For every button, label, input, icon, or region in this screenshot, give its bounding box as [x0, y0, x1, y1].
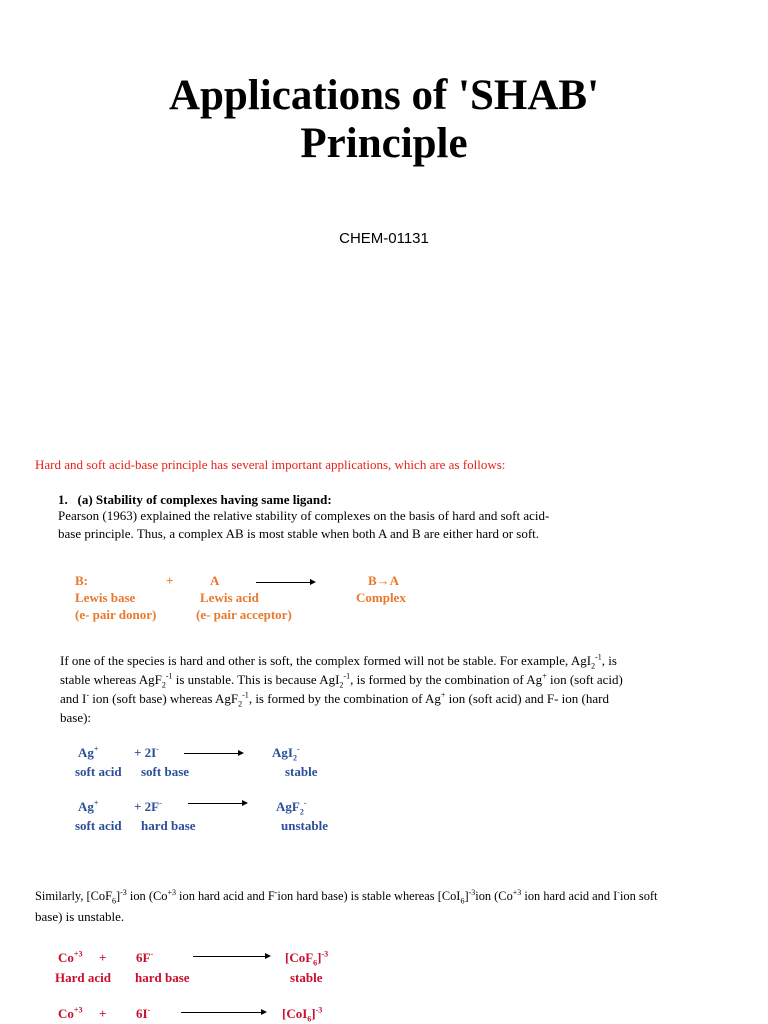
course-code: CHEM-01131	[339, 230, 429, 247]
section-para-line-2: base principle. Thus, a complex AB is most stable when both A and B are either hard or soft.	[58, 526, 540, 541]
para3-line-1: Similarly, $[CoF_6]^{-3}$ ion ($Co^{+3}$ ion hard acid and F-ion hard base) is stable whereas $[CoI_6]^{-3}ion$ ($Co^{+3}$ ion hard acid and I-ion soft	[35, 887, 658, 906]
co2-reactant-2: 6I-	[136, 1005, 151, 1021]
co1-label-1: Hard acid	[55, 970, 111, 985]
ag1-reactant-2: + 2I-	[134, 744, 159, 760]
co1-label-3: stable	[290, 970, 323, 985]
para2-line-2: stable whereas AgF$_2^{-1}$ is unstable. This is because AgI$_2^{-1}$, is formed by the combination of Ag+ ion (soft acid)	[60, 671, 623, 690]
lewis-product: B→A	[368, 573, 400, 588]
section-para-line-1: Pearson (1963) explained the relative stability of complexes on the basis of hard and soft acid-	[58, 508, 550, 523]
co2-arrow	[181, 1012, 265, 1013]
complex-label: Complex	[356, 590, 406, 605]
co2-reactant-1: $Co^{+3}$	[58, 1005, 83, 1021]
intro-text: Hard and soft acid-base principle has several important applications, which are as follows:	[35, 457, 506, 472]
lewis-acid-label: Lewis acid	[200, 590, 259, 605]
title-line-1: Applications of 'SHAB'	[168, 72, 600, 119]
ag1-label-3: stable	[285, 764, 318, 779]
para2-line-4: base):	[60, 710, 92, 725]
ag2-label-3: unstable	[281, 818, 328, 833]
ag2-label-1: soft acid	[75, 818, 122, 833]
ag2-reactant-2: + 2F-	[134, 798, 162, 814]
lewis-b: B:	[75, 573, 88, 588]
co1-reactant-1: $Co^{+3}$	[58, 949, 83, 965]
lewis-plus: +	[166, 573, 174, 588]
section-title: (a) Stability of complexes having same ligand:	[77, 492, 332, 507]
ag2-label-2: hard base	[141, 818, 196, 833]
co1-label-2: hard base	[135, 970, 190, 985]
ag1-reactant-1: Ag+	[78, 744, 99, 760]
para3-line-2: base) is unstable.	[35, 909, 125, 924]
ag1-product: AgI$_2$-	[272, 744, 300, 763]
co2-product: $[CoI_6]^{-3}$	[282, 1005, 323, 1024]
para2-line-1: If one of the species is hard and other is soft, the complex formed will not be stable. For example, AgI$_2^{-1}$, is	[60, 652, 617, 671]
co1-product: $[CoF_6]^{-3}$	[285, 949, 329, 968]
co1-reactant-2: 6F-	[136, 949, 154, 965]
co1-arrow	[193, 956, 269, 957]
co1-plus: +	[99, 950, 107, 965]
ag1-label-1: soft acid	[75, 764, 122, 779]
donor-label: (e- pair donor)	[75, 607, 157, 622]
lewis-a: A	[210, 573, 220, 588]
co2-plus: +	[99, 1006, 107, 1021]
para2-line-3: and I- ion (soft base) whereas AgF$_2^{-1}$, is formed by the combination of Ag+ ion (soft acid) and F- ion (hard	[60, 690, 609, 709]
ag2-reactant-1: Ag+	[78, 798, 99, 814]
ag1-arrow	[184, 753, 242, 754]
lewis-arrow	[256, 582, 314, 583]
title-line-2: Principle	[300, 120, 468, 167]
ag2-product: AgF$_2$-	[276, 798, 307, 817]
section-number: 1.	[58, 492, 68, 507]
acceptor-label: (e- pair acceptor)	[196, 607, 292, 622]
lewis-base-label: Lewis base	[75, 590, 136, 605]
ag2-arrow	[188, 803, 246, 804]
page-title	[0, 72, 768, 168]
ag1-label-2: soft base	[141, 764, 190, 779]
